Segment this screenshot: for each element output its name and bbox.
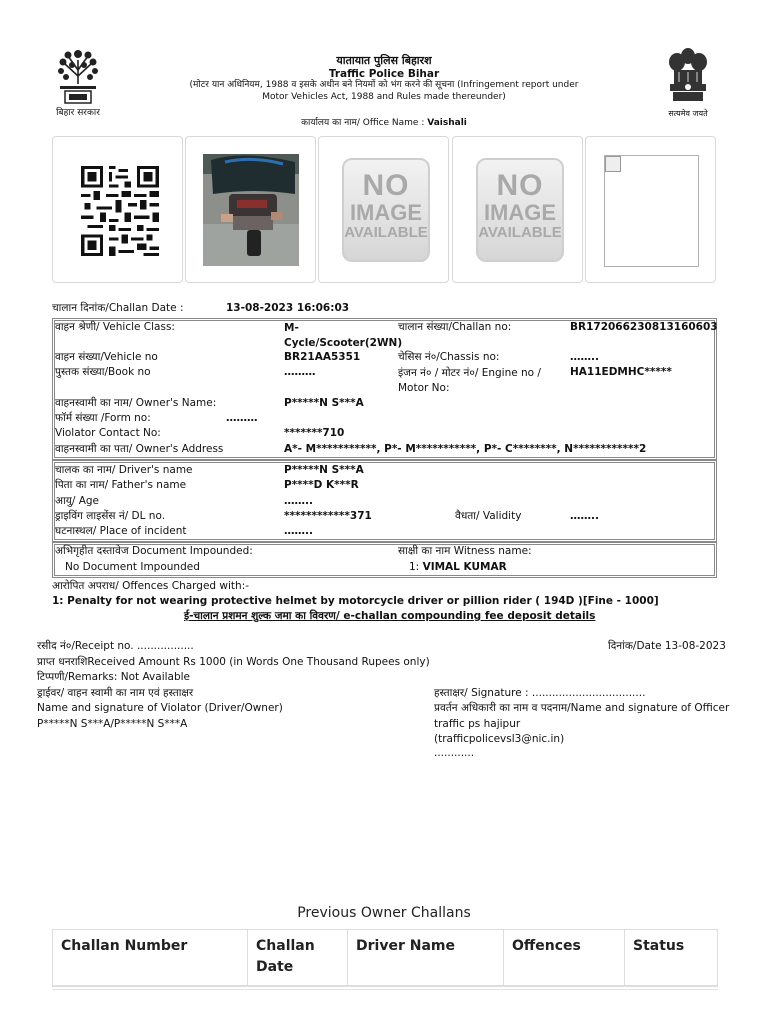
age-value: …….. xyxy=(284,495,313,507)
document-impounded-value: No Document Impounded xyxy=(65,561,200,573)
header-description xyxy=(180,80,588,103)
no-image-text-3: AVAILABLE xyxy=(478,224,562,241)
emblem-right-caption: सत्यमेव जयते xyxy=(668,109,708,118)
office-label: कार्यालय का नाम/ Office Name : xyxy=(301,118,425,128)
broken-image-placeholder xyxy=(604,155,699,267)
receipt-no: रसीद नं०/Receipt no. ................. xyxy=(37,640,194,652)
witness-entry xyxy=(409,561,507,575)
violator-contact-label: Violator Contact No: xyxy=(55,427,161,439)
place-value: …….. xyxy=(284,525,313,537)
vehicle-no-value: BR21AA5351 xyxy=(284,351,361,363)
witness-prefix: 1: xyxy=(409,561,420,573)
column-header-status: Status xyxy=(633,938,685,954)
driver-name-value: P*****N S***A xyxy=(284,464,364,476)
broken-image-box xyxy=(585,136,716,283)
no-image-text-1: NO xyxy=(362,169,410,202)
engine-no-value: HA11EDMHC***** xyxy=(570,366,672,378)
table-bottom-divider xyxy=(52,989,718,990)
no-image-box-1 xyxy=(318,136,449,283)
title-english: Traffic Police Bihar xyxy=(328,68,440,80)
vehicle-class-value: M-Cycle/Scooter(2WN) xyxy=(284,322,403,349)
father-name-value: P****D K***R xyxy=(284,479,359,491)
title-hindi: यातायात पुलिस बिहारश xyxy=(336,54,432,67)
office-value: Vaishali xyxy=(427,118,467,128)
emblem-left-caption: बिहार सरकार xyxy=(56,108,100,118)
challan-no-label: चालान संख्या/Challan no: xyxy=(398,321,512,333)
challan-date-label: चालान दिनांक/Challan Date : xyxy=(52,302,184,314)
offences-label: आरोपित अपराध/ Offences Charged with:- xyxy=(52,580,250,592)
no-image-box-2 xyxy=(452,136,583,283)
driver-signature-english: Name and signature of Violator (Driver/Owner) xyxy=(37,702,283,714)
header-description-line2: Motor Vehicles Act, 1988 and Rules made thereunder) xyxy=(262,91,506,102)
no-image-text-1: NO xyxy=(496,169,544,202)
received-amount: प्राप्त धनराशिReceived Amount Rs 1000 (in Words One Thousand Rupees only) xyxy=(37,656,430,668)
qr-code-box xyxy=(52,136,183,283)
vehicle-class-label: वाहन श्रेणी/ Vehicle Class: xyxy=(55,321,175,333)
ashoka-lion-capital-icon xyxy=(665,46,711,108)
driver-name-label: चालक का नाम/ Driver's name xyxy=(55,464,193,476)
driver-details-section xyxy=(52,460,717,542)
echallan-deposit-title: ई-चालान प्रशमन शुल्क जमा का विवरण/ e-challan compounding fee deposit details xyxy=(184,610,596,622)
owner-name-label: वाहनस्वामी का नाम/ Owner's Name: xyxy=(55,397,217,409)
vehicle-no-label: वाहन संख्या/Vehicle no xyxy=(55,351,158,363)
chassis-no-label: चेसिस नं०/Chassis no: xyxy=(398,351,500,363)
place-label: घटनास्थल/ Place of incident xyxy=(55,525,187,537)
dl-no-label: ड्राइविंग लाइसेंस नं/ DL no. xyxy=(55,510,166,522)
motorcycle-photo xyxy=(203,154,299,266)
offence-item: 1: Penalty for not wearing protective helmet by motorcycle driver or pillion rider ( 194D )[Fine - 1000] xyxy=(52,595,659,607)
column-header-challan-date: Challan Date xyxy=(248,930,348,986)
owner-address-value: A*- M***********, P*- M***********, P*- C********, N************2 xyxy=(284,443,647,455)
officer-name: traffic ps hajipur xyxy=(434,718,521,730)
witness-label: साक्षी का नाम Witness name: xyxy=(398,545,532,557)
remarks: टिप्पणी/Remarks: Not Available xyxy=(37,671,191,683)
challan-date-value: 13-08-2023 16:06:03 xyxy=(226,302,350,314)
officer-signature: हस्ताक्षर/ Signature : .................................. xyxy=(434,687,646,699)
qr-code-icon xyxy=(80,166,160,256)
office-name xyxy=(180,118,588,130)
no-image-placeholder-1 xyxy=(342,158,430,262)
vehicle-details-section xyxy=(52,318,717,460)
owner-name-value: P*****N S***A xyxy=(284,397,364,409)
column-header-offences: Offences xyxy=(504,930,625,986)
document-impounded-label: अभिगृहीत दस्तावेज Document Impounded: xyxy=(55,545,253,557)
book-no-value: ……… xyxy=(284,366,316,378)
violator-contact-value: *******710 xyxy=(284,427,345,439)
officer-email: (trafficpolicevsl3@nic.in) xyxy=(434,733,565,745)
validity-label: वैधता/ Validity xyxy=(455,510,522,522)
header-description-line1: (मोटर यान अधिनियम, 1988 व इसके अधीन बने नियमों को भंग करने की सूचना (Infringement report under xyxy=(189,80,579,90)
dl-no-value: ************371 xyxy=(284,510,372,522)
violation-photo-box xyxy=(185,136,316,283)
age-label: आयु/ Age xyxy=(55,495,100,507)
father-name-label: पिता का नाम/ Father's name xyxy=(55,479,187,491)
no-image-placeholder-2 xyxy=(476,158,564,262)
driver-signature-hindi: ड्राईवर/ वाहन स्वामी का नाम एवं हस्ताक्षर xyxy=(37,687,194,699)
column-header-driver-name: Driver Name xyxy=(348,930,504,986)
previous-owner-table xyxy=(52,929,718,987)
witness-value: VIMAL KUMAR xyxy=(422,561,507,573)
officer-dots: ............ xyxy=(434,747,475,759)
engine-no-label: इंजन नं० / मोटर नं०/ Engine no / Motor No: xyxy=(398,367,541,394)
form-no-label: फॉर्म संख्या /Form no: xyxy=(55,412,151,424)
broken-image-icon xyxy=(605,156,621,172)
bodhi-tree-emblem-icon xyxy=(53,46,103,106)
column-header-challan-number: Challan Number xyxy=(53,930,248,986)
chassis-no-value: …….. xyxy=(570,351,599,363)
previous-owner-title: Previous Owner Challans xyxy=(297,905,471,921)
bihar-government-emblem xyxy=(50,46,106,120)
no-image-text-2: IMAGE xyxy=(349,200,423,225)
driver-signature-names: P*****N S***A/P*****N S***A xyxy=(37,718,188,730)
officer-label: प्रवर्तन अधिकारी का नाम व पदनाम/Name and signature of Officer xyxy=(434,702,730,714)
receipt-date: दिनांक/Date 13-08-2023 xyxy=(608,640,726,652)
national-emblem xyxy=(660,46,716,119)
document-witness-section xyxy=(52,542,717,578)
owner-address-label: वाहनस्वामी का पता/ Owner's Address xyxy=(55,443,224,455)
validity-value: …….. xyxy=(570,510,599,522)
challan-no-value: BR172066230813160603 xyxy=(570,321,718,333)
book-no-label: पुस्तक संख्या/Book no xyxy=(55,366,151,378)
no-image-text-2: IMAGE xyxy=(483,200,557,225)
no-image-text-3: AVAILABLE xyxy=(344,224,428,241)
form-no-value: ……… xyxy=(226,412,258,424)
